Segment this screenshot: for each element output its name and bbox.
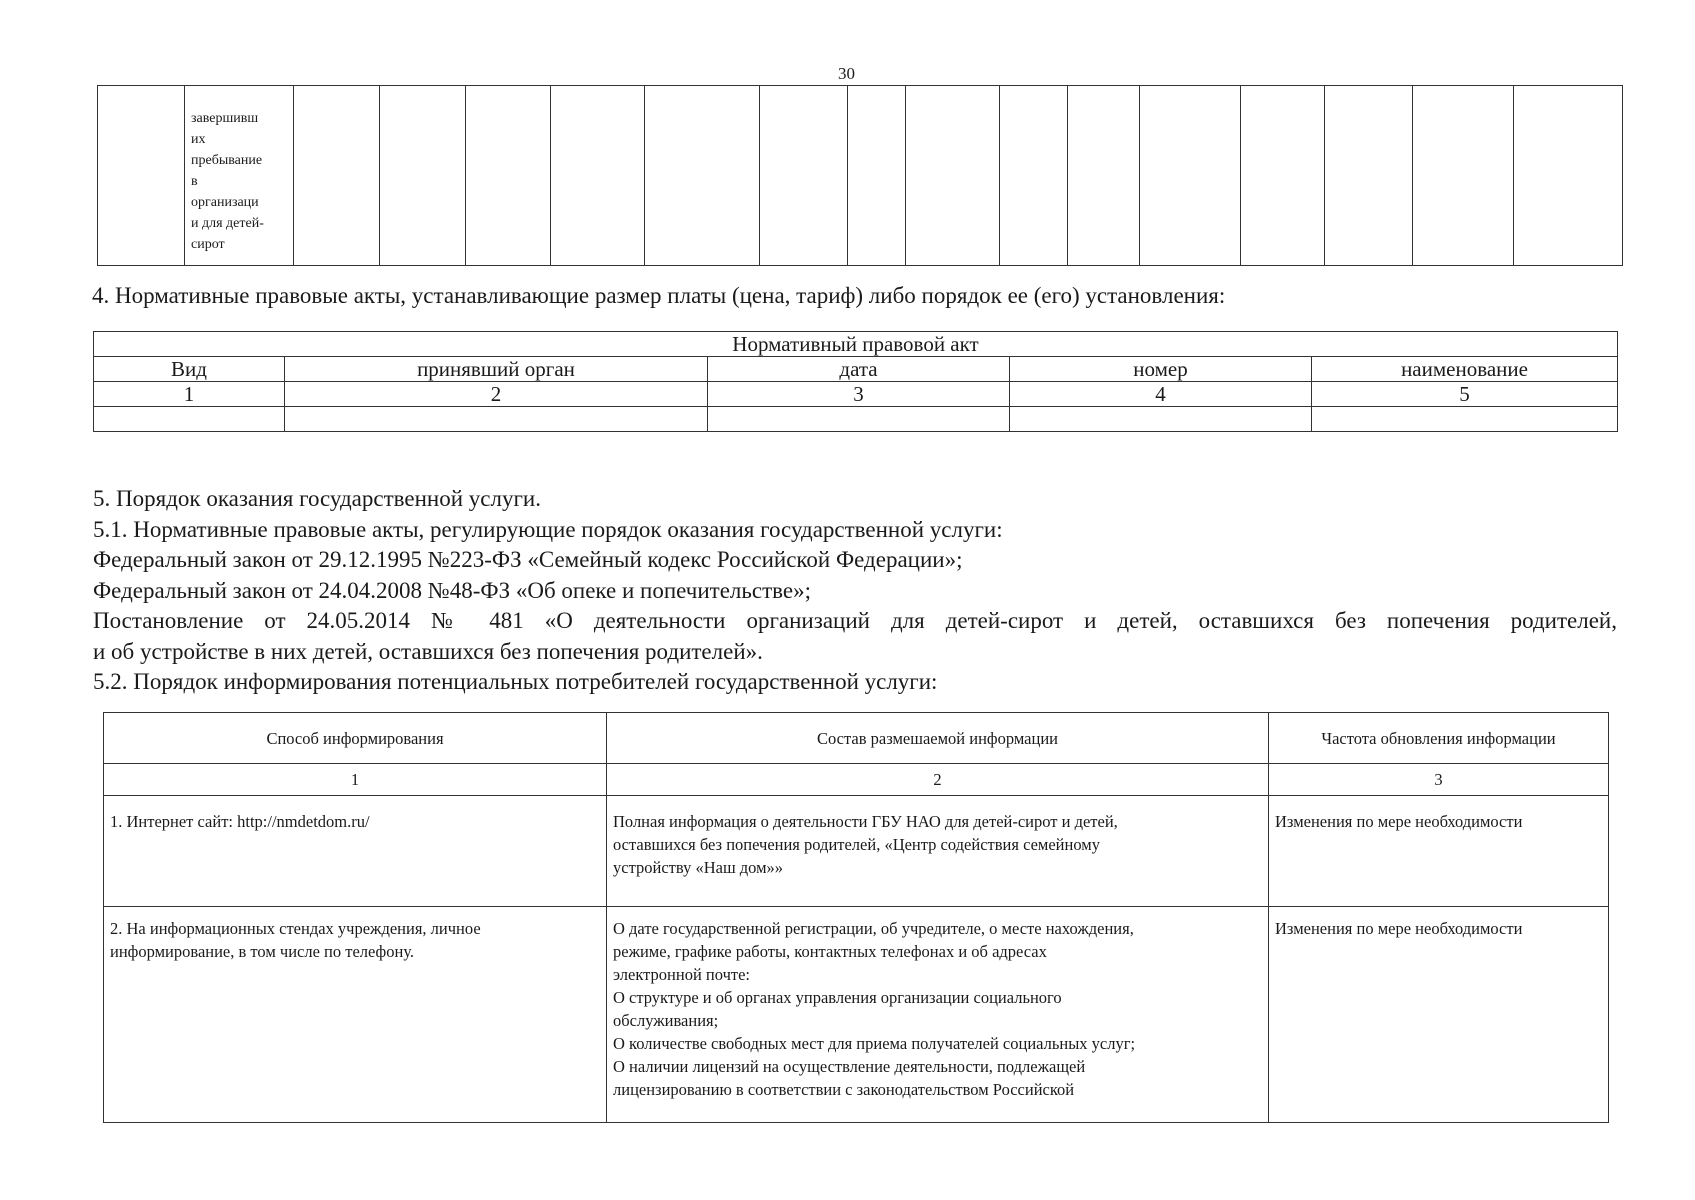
label-line: их [191,132,206,147]
label-line: завершивш [191,111,259,126]
content-line: устройству «Наш дом»» [613,858,784,877]
page-number: 30 [838,64,855,83]
content-line: лицензированию в соответствии с законодательством Российской [613,1080,1075,1099]
empty-cell [1413,86,1514,266]
column-number: 3 [708,382,1010,407]
column-header: Вид [94,357,285,382]
empty-cell [906,86,1000,266]
label-line: в [191,174,198,189]
empty-cell [285,407,708,432]
column-number: 3 [1269,764,1609,796]
empty-cell [1000,86,1068,266]
section-5-heading: 5. Порядок оказания государственной услуги. [93,486,541,511]
content-cell [607,796,1269,907]
column-number: 5 [1312,382,1618,407]
empty-cell [466,86,551,266]
empty-cell [1514,86,1623,266]
group-header: Нормативный правовой акт [94,332,1618,357]
frequency-cell: Изменения по мере необходимости [1269,796,1609,907]
column-header: дата [708,357,1010,382]
method-cell [104,907,607,1123]
column-header: Частота обновления информации [1269,713,1609,764]
method-line: информирование, в том числе по телефону. [110,942,415,961]
column-header: Способ информирования [104,713,607,764]
column-header: Состав размешаемой информации [607,713,1269,764]
content-line: Полная информация о деятельности ГБУ НАО для детей-сирот и детей, [613,812,1118,831]
section-5-1-heading: 5.1. Нормативные правовые акты, регулирующие порядок оказания государственной услуги: [93,516,1003,542]
label-line: и для детей- [191,216,264,231]
empty-cell [760,86,848,266]
section-4-heading: 4. Нормативные правовые акты, устанавливающие размер платы (цена, тариф) либо порядок ее (его) установления: [92,283,1226,308]
legal-acts-table [93,331,1618,432]
empty-cell [848,86,906,266]
empty-cell [380,86,466,266]
empty-cell [1140,86,1241,266]
continuation-table [97,85,1623,266]
content-line: режиме, графике работы, контактных телефонах и об адресах [613,942,1047,961]
label-line: сирот [191,237,225,252]
empty-cell [98,86,185,266]
empty-cell [645,86,760,266]
content-line: О дате государственной регистрации, об учредителе, о месте нахождения, [613,919,1134,938]
section-5-text [93,484,1617,698]
decree-line-2: и об устройстве в них детей, оставшихся без попечения родителей». [93,638,763,664]
frequency-cell: Изменения по мере необходимости [1269,907,1609,1123]
content-line: оставшихся без попечения родителей, «Центр содействия семейному [613,835,1100,854]
table-row [104,907,1609,1123]
column-number: 2 [607,764,1269,796]
column-header: номер [1010,357,1312,382]
column-number: 2 [285,382,708,407]
empty-cell [1010,407,1312,432]
decree-line-1: Постановление от 24.05.2014 № 481 «О деятельности организаций для детей-сирот и детей, оставшихся без попечения родителей, [93,608,1617,633]
method-cell: 1. Интернет сайт: http://nmdetdom.ru/ [104,796,607,907]
law-guardianship: Федеральный закон от 24.04.2008 №48-ФЗ «Об опеке и попечительстве»; [93,577,811,603]
category-label-cell [185,86,294,266]
content-line: О наличии лицензий на осуществление деятельности, подлежащей [613,1057,1086,1076]
label-line: организаци [191,195,259,210]
section-5-2-heading: 5.2. Порядок информирования потенциальных потребителей государственной услуги: [93,669,938,694]
column-header: принявший орган [285,357,708,382]
empty-cell [551,86,645,266]
table-row [104,796,1609,907]
informing-table [103,712,1609,1123]
empty-cell [1068,86,1140,266]
empty-cell [94,407,285,432]
empty-cell [708,407,1010,432]
empty-cell [1325,86,1413,266]
content-line: обслуживания; [613,1011,719,1030]
empty-cell [1241,86,1325,266]
content-line: О структуре и об органах управления организации социального [613,988,1062,1007]
column-number: 1 [104,764,607,796]
content-cell [607,907,1269,1123]
law-family-code: Федеральный закон от 29.12.1995 №223-ФЗ «Семейный кодекс Российской Федерации»; [93,547,963,572]
column-number: 1 [94,382,285,407]
label-line: пребывание [191,153,263,168]
empty-cell [1312,407,1618,432]
content-line: электронной почте: [613,965,750,984]
column-number: 4 [1010,382,1312,407]
content-line: О количестве свободных мест для приема получателей социальных услуг; [613,1034,1136,1053]
empty-cell [294,86,380,266]
method-line: 2. На информационных стендах учреждения, личное [110,919,481,938]
column-header: наименование [1312,357,1618,382]
